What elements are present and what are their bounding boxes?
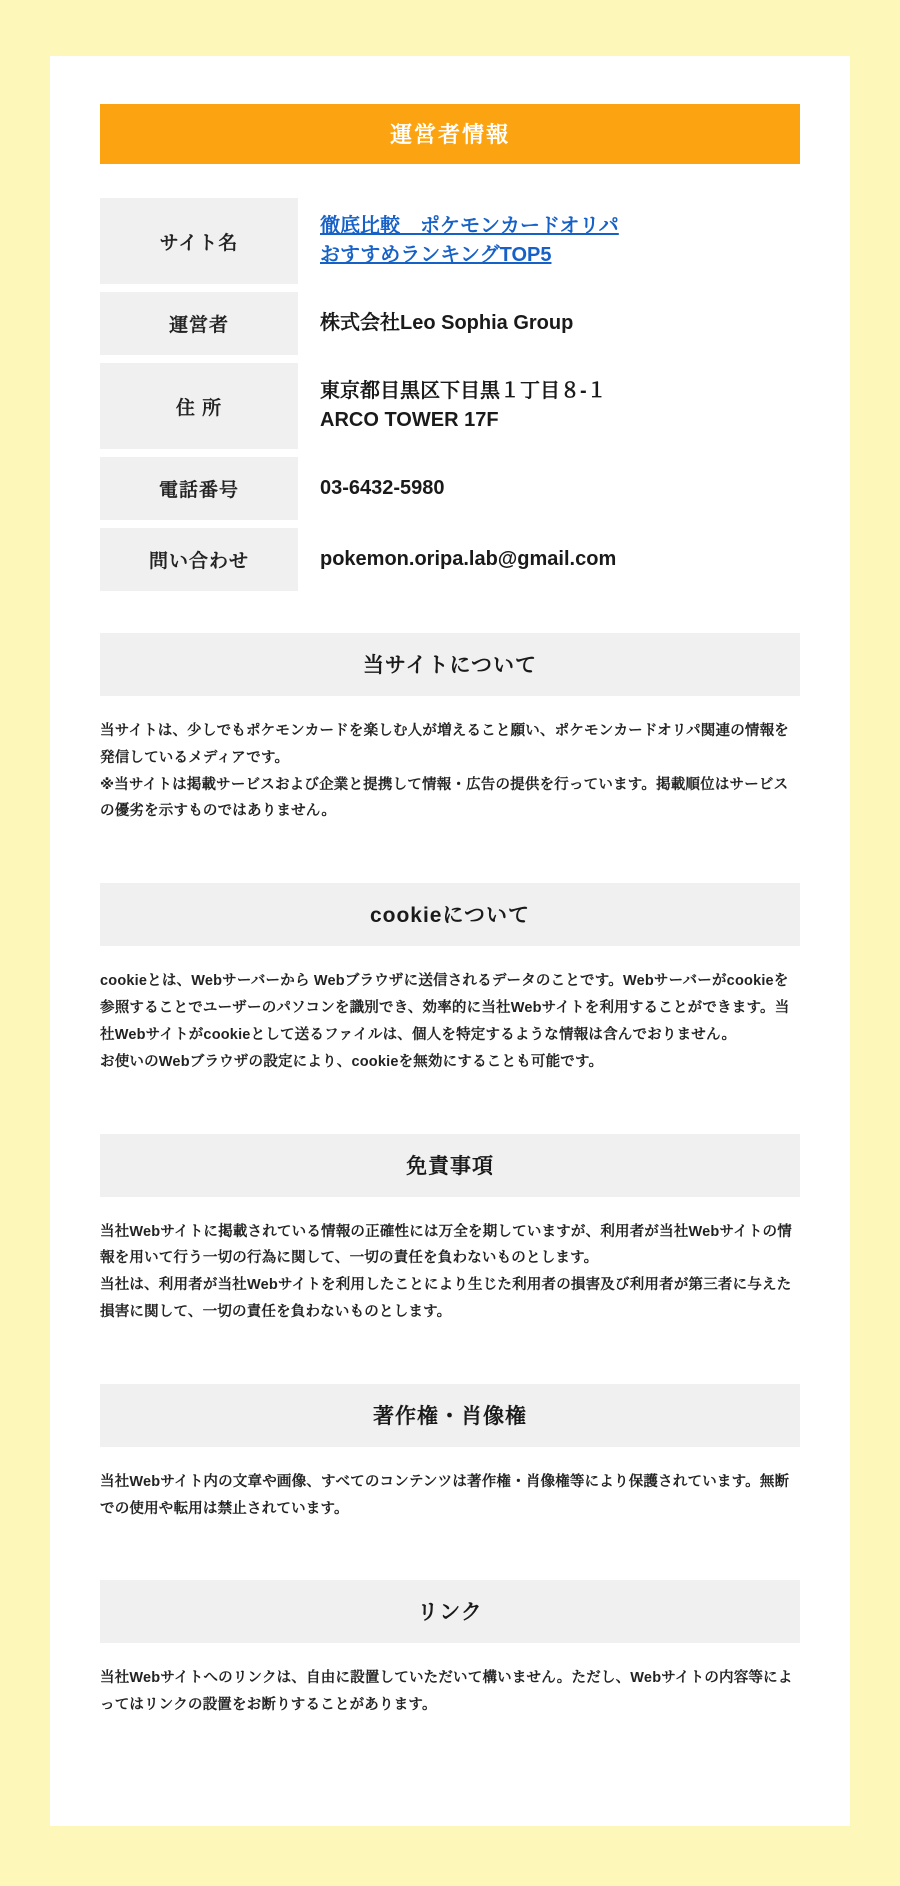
copyright-paragraph-1: 当社Webサイト内の文章や画像、すべてのコンテンツは著作権・肖像権等により保護されています。無断での使用や転用は禁止されています。: [100, 1473, 790, 1517]
content-sheet: [50, 56, 850, 1826]
table-row: [100, 457, 800, 520]
address-line-2: ARCO TOWER 17F: [320, 409, 499, 431]
cookie-paragraph-1: cookieとは、Webサーバーから Webブラウザに送信されるデータのことです。Webサーバーがcookieを参照することでユーザーのパソコンを識別でき、効率的に当社Webサイトを利用することができます。当社Webサイトがcookieとして送るファイルは、個人を特定するような情報は含んでおりません。: [100, 973, 790, 1043]
info-value-site-name[interactable]: [298, 198, 800, 284]
operator-info-table: [100, 190, 800, 599]
disclaimer-paragraph-2: 当社は、利用者が当社Webサイトを利用したことにより生じた利用者の損害及び利用者が第三者に与えた損害に関して、一切の責任を負わないものとします。: [100, 1277, 792, 1320]
info-value-operator: [298, 292, 800, 355]
section-cookie: [100, 883, 800, 1075]
info-label-phone: 電話番号: [100, 457, 298, 520]
page-title: 運営者情報: [100, 104, 800, 164]
section-body-about: [100, 718, 800, 825]
section-title-disclaimer: 免責事項: [100, 1134, 800, 1197]
info-label-address: 住 所: [100, 363, 298, 449]
table-row: [100, 292, 800, 355]
section-disclaimer: [100, 1134, 800, 1326]
site-name-line-1: 徹底比較 ポケモンカードオリパ: [320, 215, 619, 237]
section-link: [100, 1580, 800, 1719]
info-table-body: [100, 198, 800, 591]
cookie-paragraph-2: お使いのWebブラウザの設定により、cookieを無効にすることも可能です。: [100, 1053, 604, 1070]
section-copyright: [100, 1384, 800, 1523]
section-title-copyright: 著作権・肖像権: [100, 1384, 800, 1447]
address-line-1: 東京都目黒区下目黒１丁目８-１: [320, 380, 607, 402]
about-paragraph-2: ※当サイトは掲載サービスおよび企業と提携して情報・広告の提供を行っています。掲載順位はサービスの優劣を示すものではありません。: [100, 776, 789, 820]
info-value-contact: [298, 528, 800, 591]
section-body-copyright: [100, 1469, 800, 1523]
about-paragraph-1: 当サイトは、少しでもポケモンカードを楽しむ人が増えること願い、ポケモンカードオリパ関連の情報を発信しているメディアです。: [100, 723, 790, 766]
site-name-line-2: おすすめランキングTOP5: [320, 244, 552, 266]
contact-line-1: pokemon.oripa.lab@gmail.com: [320, 548, 617, 570]
section-title-cookie: cookieについて: [100, 883, 800, 946]
section-body-disclaimer: [100, 1219, 800, 1326]
section-body-link: [100, 1665, 800, 1719]
operator-line-1: 株式会社Leo Sophia Group: [320, 312, 574, 334]
section-about: [100, 633, 800, 825]
table-row: [100, 528, 800, 591]
info-label-operator: 運営者: [100, 292, 298, 355]
info-label-contact: 問い合わせ: [100, 528, 298, 591]
table-row: [100, 363, 800, 449]
section-title-link: リンク: [100, 1580, 800, 1643]
table-row: [100, 198, 800, 284]
info-value-address: [298, 363, 800, 449]
link-paragraph-1: 当社Webサイトへのリンクは、自由に設置していただいて構いません。ただし、Webサイトの内容等によってはリンクの設置をお断りすることがあります。: [100, 1670, 793, 1714]
phone-line-1: 03-6432-5980: [320, 477, 445, 499]
section-body-cookie: [100, 968, 800, 1075]
disclaimer-paragraph-1: 当社Webサイトに掲載されている情報の正確性には万全を期していますが、利用者が当社Webサイトの情報を用いて行う一切の行為に関して、一切の責任を負わないものとします。: [100, 1223, 792, 1267]
info-label-site-name: サイト名: [100, 198, 298, 284]
section-title-about: 当サイトについて: [100, 633, 800, 696]
info-value-phone: [298, 457, 800, 520]
